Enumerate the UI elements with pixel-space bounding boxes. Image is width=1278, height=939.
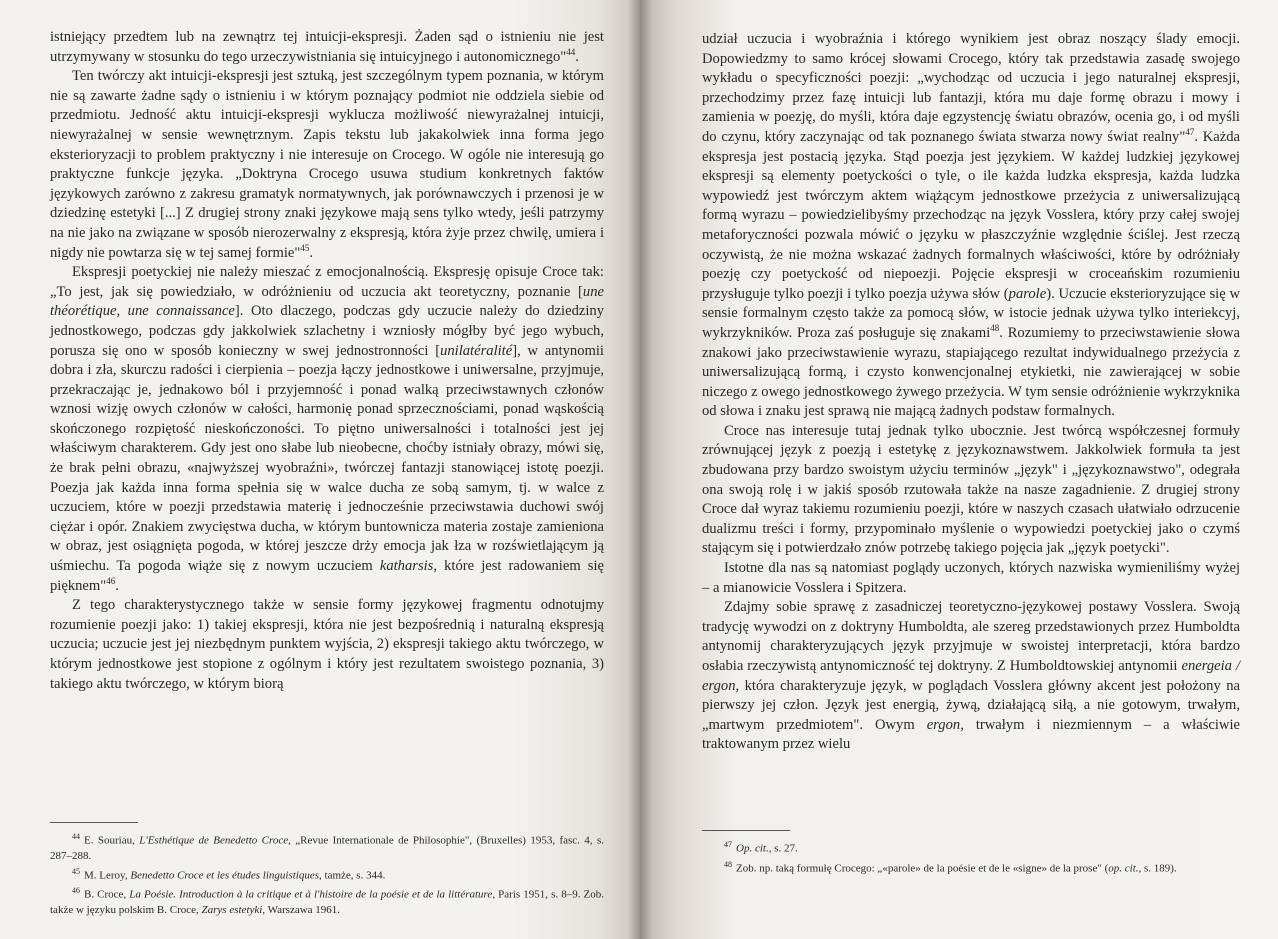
left-body-text (50, 28, 604, 694)
left-footnotes (50, 822, 604, 918)
right-page (640, 0, 1278, 939)
paragraph: Croce nas interesuje tutaj jednak tylko ubocznie. Jest twórcą współczesnej formuły zrównującej język z poezją i estetykę z językoznawstwem. Jakkolwiek formuła ta jest zbudowana przy bardzo swoistym użyciu terminów „język" i „językoznawstwo", odegrała ona swoją rolę i w jakiś sposób rzutowała także na nasze zagadnienie. Z drugiej strony Croce dał wyraz takiemu rozumieniu poezji, które w naszych czasach ułatwiało odrzucenie dualizmu treści i formy, przypominało myślenie o wypowiedzi poetyckiej jako o czymś stającym się i potwierdzało znów potrzebę takiego pojęcia jak „język poetycki". (702, 422, 1240, 557)
right-body-text (702, 30, 1240, 755)
footnote-divider (50, 822, 138, 823)
paragraph: Ekspresji poetyckiej nie należy mieszać z emocjonalnością. Ekspresję opisuje Croce tak: „To jest, jak się powiedziało, w odróżnieniu od uczucia akt teoretyczny, poznanie [une théorétique, une connaissance]. Oto dlaczego, podczas gdy uczucie należy do dziedziny jednostkowego, podczas gdy jakkolwiek szlachetny i wzniosły mógłby być jego wybuch, porusza się ono w sposób konieczny w swej jednostronności [unilatéralité], w antynomii dobra i zła, skurczu radości i cierpienia – poezja łączy jednostkowe i uniwersalne, przyjmuje, przekraczając je, jednakowo ból i przyjemność i ponad walką przeciwstawnych członów wznosi wizję owych członów w całości, harmonię ponad sprzecznościami, ponad wąskością skończonego rozpiętość nieskończoności. To piętno uniwersalności i totalności jest jej właściwym charakterem. Gdy jest ono słabe lub nieobecne, choćby istniały obrazy, mówi się, że brak pełni obrazu, «najwyższej wyobraźni», twórczej fantazji stanowiącej istotę poezji. Poezja jak każda inna forma spełnia się w walce ducha ze sobą samym, tj. w walce z uczuciem, które w poezji przedstawia materię i jednocześnie przeciwstawia duchowi swój ciężar i opór. Znakiem zwycięstwa ducha, w którym buntownicza materia zostaje zamieniona w obraz, jest osiągnięta pogoda, w której jeszcze drży emocja jak łza w rozświetlającym ją uśmiechu. Ta pogoda wiąże się z nowym uczuciem katharsis, które jest radowaniem się pięknem"$^{46}$. (50, 264, 604, 594)
footnote-ref[interactable]: 48 (990, 323, 1000, 334)
paragraph: udział uczucia i wyobraźnia i którego wynikiem jest obraz noszący ślady emocji. Dopowiedzmy to samo krócej słowami Crocego, który tak przedstawia zasadę swojego wykładu o specyficzności poezji: „wychodząc od uczucia i jego naturalnej ekspresji, przechodzimy przez fazę intuicji lub fantazji, która mu daje formę obrazu i mowy i zamienia w poezję, do myśli, która daje egzystencję światu obrazów, ocenia go, i od myśli do czynu, który zaczynając od tak poznanego świata stwarza nowy świat realny"$^{47}$. Każda ekspresja jest postacią języka. Stąd poezja jest językiem. W każdej ludzkiej językowej ekspresji są elementy poetyckości o tyle, o ile każda ludzka ekspresja, każda ludzka wypowiedź jest twórczym aktem wiążącym jednostkowe przeżycia z uniwersalizującą formą wyrazu – powiedzielibyśmy przechodząc na język Vosslera, który przy całej swojej metaforyczności pozwala mówić o języku w płaszczyźnie względnie ściślej. Jest rzeczą oczywistą, że nie można wskazać żadnych formalnych właściwości, które by odróżniały poezję czy poetyckość od niepoezji. Pojęcie ekspresji w croceańskim rozumieniu przysługuje tylko poezji i tylko poezja używa słów (parole). Uczucie eksterioryzujące się w sensie formalnym często także za pomocą słów, w istocie jednak używa tylko interiekcyj, wykrzykników. Proza zaś posługuje się znakami$^{48}$. Rozumiemy to przeciwstawienie słowa znakowi jako przeciwstawienie wyrazu, stapiającego rezultat indywidualnego przeżycia z uniwersalizującą formą, i czysto konwencjonalnej etykietki, nie zawierającej w sobie niczego z owego jednostkowego żywego przeżycia. W tym sensie odróżnienie wykrzyknika od słowa i znaku jest sprawą nie mającą żadnych podstaw formalnych. (702, 31, 1240, 420)
right-footnotes (702, 830, 1240, 876)
footnote-divider (702, 830, 790, 831)
footnote-ref[interactable]: 44 (566, 46, 576, 57)
footnote: $^{47}$ Op. cit., s. 27. (724, 840, 798, 855)
footnote: $^{48}$ Zob. np. taką formułę Crocego: „«parole» de la poésie et de le «signe» de la prose" (op. cit., s. 189). (724, 859, 1177, 875)
paragraph: Z tego charakterystycznego także w sensie formy językowej fragmentu odnotujmy rozumienie poezji jako: 1) takiej ekspresji, która nie jest bezpośrednią i naturalną ekspresją uczucia; uczucie jest jej niezbędnym punktem wyjścia, 2) ekspresji takiego aktu twórczego, w którym jednostkowe jest stopione z ogólnym i który jest rezultatem swoistego poznania, 3) takiego aktu twórczego, w którym biorą (50, 597, 604, 692)
footnote-ref[interactable]: 47 (1185, 127, 1195, 138)
paragraph: Ten twórczy akt intuicji-ekspresji jest sztuką, jest szczególnym typem poznania, w którym nie są zawarte żadne sądy o istnieniu i w którym poznający podmiot nie oddziela siebie od przedmiotu. Jedność aktu intuicji-ekspresji wyklucza możliwość niewyrażalnej intuicji, niewyrażalnej w sensie wewnętrznym. Zapis tekstu lub jakakolwiek inna forma jego eksterioryzacji to problem praktyczny i nie interesuje on Crocego. W ogóle nie interesują go praktyczne funkcje języka. „Doktryna Crocego usuwa studium konkretnych faktów językowych zarówno z zakresu gramatyk normatywnych, jak porównawczych i przenosi je w dziedzinę estetyki [...] Z drugiej strony znaki językowe mają sens tylko wtedy, jeśli patrzymy na nie jako na związane w sposób nierozerwalny z ekspresją, która żyje przez chwilę, umiera i nigdy nie powtarza się w tej samej formie"$^{45}$. (50, 68, 604, 261)
paragraph: Zdajmy sobie sprawę z zasadniczej teoretyczno-językowej postawy Vosslera. Swoją tradycję wywodzi on z doktryny Humboldta, ale szereg przedstawionych przez Humboldta antynomij charakteryzujących język przyjmuje w swoistej interpretacji, która bardzo osłabia rzeczywistą antynomiczność tej doktryny. Z Humboldtowskiej antynomii energeia / ergon, która charakteryzuje język, w poglądach Vosslera główny akcent jest położony na pierwszy jej człon. Język jest energią, żywą, działającą siłą, a nie gotowym, trwałym, „martwym przedmiotem". Owym ergon, trwałym i niezmiennym – a właściwie traktowanym przez wielu (702, 599, 1241, 753)
footnote: $^{45}$ M. Leroy, Benedetto Croce et les études linguistiques, tamże, s. 344. (72, 866, 386, 882)
footnote: $^{44}$ E. Souriau, L'Esthétique de Benedetto Croce, „Revue Internationale de Philosophie", (Bruxelles) 1953, fasc. 4, s. 287–288. (50, 832, 604, 862)
paragraph: istniejący przedtem lub na zewnątrz tej intuicji-ekspresji. Żaden sąd o istnieniu nie jest utrzymywany w stosunku do tego urzeczywistniania się intuicyjnego i autonomicznego"$^{44}$. (50, 29, 604, 65)
footnote: $^{46}$ B. Croce, La Poésie. Introduction à la critique et à l'histoire de la poésie et de la littérature, Paris 1951, s. 8–9. Zob. także w języku polskim B. Croce, Zarys estetyki, Warszawa 1961. (50, 886, 604, 916)
footnote-ref[interactable]: 46 (106, 575, 116, 586)
paragraph: Istotne dla nas są natomiast poglądy uczonych, których nazwiska wymieniliśmy wyżej – a mianowicie Vosslera i Spitzera. (702, 560, 1240, 596)
footnote-ref[interactable]: 45 (300, 242, 310, 253)
